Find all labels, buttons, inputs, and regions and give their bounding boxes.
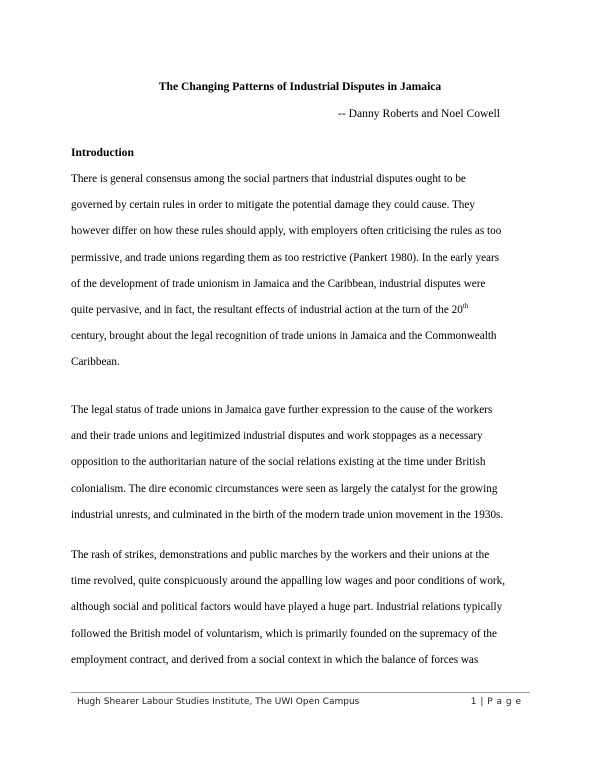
paragraph-line: governed by certain rules in order to mitigate the potential damage they could cause. They <box>71 199 475 212</box>
paragraph-line: colonialism. The dire economic circumstances were seen as largely the catalyst for the growing <box>71 482 498 495</box>
paragraph-line: The legal status of trade unions in Jamaica gave further expression to the cause of the workers <box>71 404 493 416</box>
section-heading: Introduction <box>71 146 134 159</box>
paragraph-line: although social and political factors would have played a huge part. Industrial relations typically <box>71 601 503 614</box>
paragraph-line-text: quite pervasive, and in fact, the resultant effects of industrial action at the turn of the 20 <box>71 304 463 317</box>
paragraph-line: industrial unrests, and culminated in the birth of the modern trade union movement in the 1930s. <box>71 508 504 521</box>
page-number: 1 | P a g e <box>470 697 521 707</box>
paragraph-line: There is general consensus among the social partners that industrial disputes ought to be <box>71 173 466 185</box>
paragraph-line: and their trade unions and legitimized industrial disputes and work stoppages as a necessary <box>71 430 483 443</box>
paragraph-line: The rash of strikes, demonstrations and public marches by the workers and their unions at the <box>71 549 490 561</box>
paragraph-line: employment contract, and derived from a social context in which the balance of forces was <box>71 653 479 666</box>
paragraph-1 <box>71 166 531 376</box>
paragraph-line: followed the British model of voluntarism, which is primarily founded on the supremacy of the <box>71 627 497 640</box>
footer-institution: Hugh Shearer Labour Studies Institute, The UWI Open Campus <box>77 697 360 707</box>
paragraph-line: of the development of trade unionism in Jamaica and the Caribbean, industrial disputes were <box>71 277 486 290</box>
paragraph-3 <box>71 542 531 673</box>
paragraph-line: opposition to the authoritarian nature of the social relations existing at the time under British <box>71 456 486 469</box>
paragraph-line: Caribbean. <box>71 356 120 369</box>
superscript-ordinal: th <box>462 302 469 311</box>
paragraph-line: however differ on how these rules should apply, with employers often criticising the rules as too <box>71 225 502 238</box>
document-authors: -- Danny Roberts and Noel Cowell <box>338 107 500 120</box>
paragraph-2 <box>71 397 531 528</box>
paragraph-line: permissive, and trade unions regarding them as too restrictive (Pankert 1980). In the early years <box>71 251 500 264</box>
footer-divider <box>71 692 530 693</box>
paragraph-line <box>71 297 531 323</box>
document-title: The Changing Patterns of Industrial Disputes in Jamaica <box>158 80 442 93</box>
paragraph-line: time revolved, quite conspicuously around the appalling low wages and poor conditions of work, <box>71 575 506 588</box>
paragraph-line: century, brought about the legal recognition of trade unions in Jamaica and the Commonwealth <box>71 330 497 343</box>
